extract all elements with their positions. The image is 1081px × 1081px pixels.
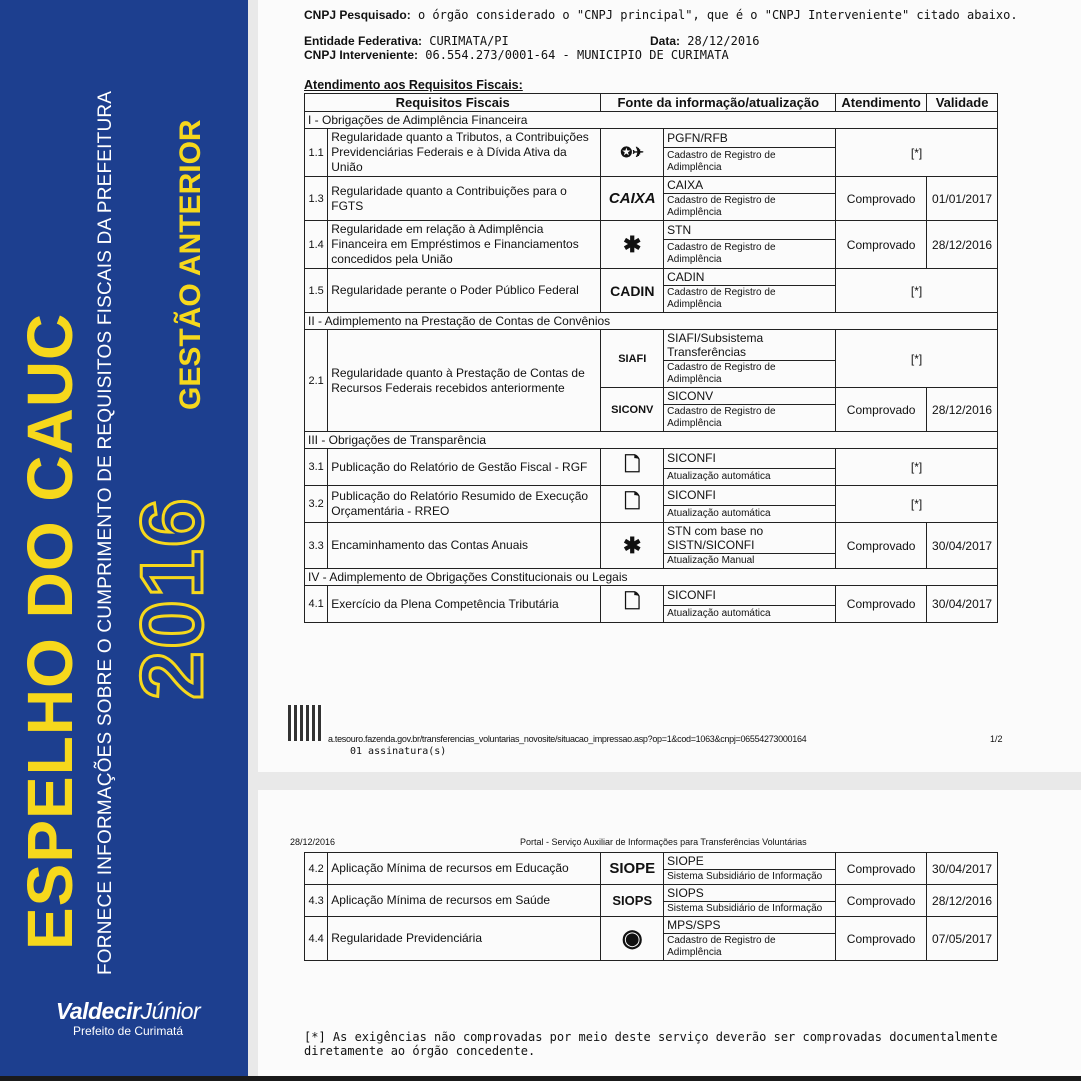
header-atendimento: Atendimento — [836, 94, 927, 112]
row-validade: 30/04/2017 — [927, 853, 998, 885]
author-last: Júnior — [140, 998, 201, 1024]
row-desc: Regularidade perante o Poder Público Federal — [328, 269, 601, 313]
row-source: PGFN/RFB — [664, 129, 836, 148]
row-validade: 07/05/2017 — [927, 917, 998, 961]
row-num: 2.1 — [305, 330, 328, 432]
cnpj-interveniente-value: 06.554.273/0001-64 - MUNICIPIO DE CURIMATA — [425, 48, 729, 62]
entidade-label: Entidade Federativa: — [304, 34, 423, 48]
siafi-logo-icon: SIAFI — [601, 330, 664, 388]
footer-signatures: 01 assinatura(s) — [350, 746, 447, 757]
row-source: SIOPS — [664, 885, 836, 902]
page2-date: 28/12/2016 — [290, 837, 336, 847]
requirements-table-continued — [304, 852, 998, 961]
row-atendimento: [*] — [836, 449, 998, 486]
row-desc: Regularidade quanto a Tributos, a Contribuições Previdenciárias Federais e à Dívida Ativa da União — [328, 129, 601, 177]
row-source-detail: Cadastro de Registro de Adimplência — [664, 239, 836, 268]
row-validade: 28/12/2016 — [927, 221, 998, 269]
row-atendimento: [*] — [836, 486, 998, 523]
table-row — [305, 486, 998, 506]
data-value: 28/12/2016 — [687, 34, 760, 48]
row-source-detail: Cadastro de Registro de Adimplência — [664, 934, 836, 961]
table-row — [305, 586, 998, 606]
row-atendimento: Comprovado — [836, 388, 927, 432]
banner-subtitle: FORNECE INFORMAÇÕES SOBRE O CUMPRIMENTO DE REQUISITOS FISCAIS DA PREFEITURA — [95, 90, 116, 975]
row-num: 1.5 — [305, 269, 328, 313]
table-row — [305, 177, 998, 194]
section-4: IV - Adimplemento de Obrigações Constitucionais ou Legais — [305, 569, 998, 586]
siope-logo-icon: SIOPE — [601, 853, 664, 885]
row-source-detail: Cadastro de Registro de Adimplência — [664, 147, 836, 176]
qr-code-icon — [288, 705, 324, 741]
row-source-detail: Atualização automática — [664, 505, 836, 522]
table-row — [305, 523, 998, 554]
header-fonte: Fonte da informação/atualização — [601, 94, 836, 112]
banner-year: 2016 — [122, 496, 221, 700]
table-row — [305, 129, 998, 148]
author-name — [28, 998, 228, 1025]
row-source: SICONFI — [664, 486, 836, 506]
row-atendimento: Comprovado — [836, 853, 927, 885]
mps-logo-icon: ◉ — [601, 917, 664, 961]
row-atendimento: Comprovado — [836, 221, 927, 269]
author-first: Valdecir — [55, 998, 141, 1024]
side-banner — [0, 0, 248, 1081]
footer-page: 1/2 — [990, 734, 1003, 744]
row-source: STN — [664, 221, 836, 240]
banner-title: ESPELHO DO CAUC — [14, 312, 86, 950]
row-desc: Aplicação Mínima de recursos em Saúde — [328, 885, 601, 917]
row-atendimento: [*] — [836, 269, 998, 313]
table-row — [305, 269, 998, 286]
row-source-detail: Atualização automática — [664, 468, 836, 485]
requirements-table — [304, 93, 998, 623]
row-num: 3.2 — [305, 486, 328, 523]
row-desc: Regularidade quanto à Prestação de Contas de Recursos Federais recebidos anteriormente — [328, 330, 601, 432]
cadin-logo-icon: CADIN — [601, 269, 664, 313]
header-validade: Validade — [927, 94, 998, 112]
row-atendimento: Comprovado — [836, 586, 927, 623]
section-2: II - Adimplemento na Prestação de Contas de Convênios — [305, 313, 998, 330]
row-validade: 30/04/2017 — [927, 586, 998, 623]
row-desc: Publicação do Relatório de Gestão Fiscal - RGF — [328, 449, 601, 486]
row-source-detail: Cadastro de Registro de Adimplência — [664, 286, 836, 313]
row-atendimento: [*] — [836, 330, 998, 388]
row-num: 3.3 — [305, 523, 328, 569]
data-line — [650, 34, 760, 48]
row-source-detail: Sistema Subsidiário de Informação — [664, 902, 836, 917]
row-source-detail: Atualização automática — [664, 605, 836, 622]
row-source: STN com base no SISTN/SICONFI — [664, 523, 836, 554]
table-row — [305, 917, 998, 934]
document-icon: 🗋 — [601, 586, 664, 623]
row-source-detail: Cadastro de Registro de Adimplência — [664, 361, 836, 388]
stn-logo-icon: ✱ — [601, 523, 664, 569]
row-source: SIAFI/Subsistema Transferências — [664, 330, 836, 361]
siconv-logo-icon: SICONV — [601, 388, 664, 432]
row-desc: Regularidade em relação à Adimplência Financeira em Empréstimos e Financiamentos concedidos pela União — [328, 221, 601, 269]
row-num: 4.3 — [305, 885, 328, 917]
pgfn-logo-icon: ✪✈ — [601, 129, 664, 177]
cnpj-pesquisado-label: CNPJ Pesquisado: — [304, 8, 411, 22]
table-row — [305, 885, 998, 902]
row-desc: Regularidade Previdenciária — [328, 917, 601, 961]
row-source: SICONV — [664, 388, 836, 405]
document-icon: 🗋 — [601, 449, 664, 486]
document-icon: 🗋 — [601, 486, 664, 523]
footnote: [*] As exigências não comprovadas por meio deste serviço deverão ser comprovadas documentalmente diretamente ao órgão concedente. — [304, 1030, 998, 1058]
stn-logo-icon: ✱ — [601, 221, 664, 269]
banner-gestao: GESTÃO ANTERIOR — [174, 119, 207, 410]
table-header-row — [305, 94, 998, 112]
row-atendimento: Comprovado — [836, 885, 927, 917]
table-row — [305, 853, 998, 870]
row-source-detail: Sistema Subsidiário de Informação — [664, 870, 836, 885]
row-num: 1.4 — [305, 221, 328, 269]
row-num: 1.3 — [305, 177, 328, 221]
cnpj-pesquisado-text: o órgão considerado o "CNPJ principal", que é o "CNPJ Interveniente" citado abaixo. — [417, 8, 1018, 22]
section-3: III - Obrigações de Transparência — [305, 432, 998, 449]
header-requisitos: Requisitos Fiscais — [305, 94, 601, 112]
row-num: 4.4 — [305, 917, 328, 961]
row-source: CAIXA — [664, 177, 836, 194]
row-desc: Regularidade quanto a Contribuições para o FGTS — [328, 177, 601, 221]
row-source: MPS/SPS — [664, 917, 836, 934]
caixa-logo-icon: CAIXA — [601, 177, 664, 221]
row-desc: Publicação do Relatório Resumido de Execução Orçamentária - RREO — [328, 486, 601, 523]
row-num: 4.2 — [305, 853, 328, 885]
row-atendimento: Comprovado — [836, 523, 927, 569]
row-validade: 28/12/2016 — [927, 388, 998, 432]
row-source: SICONFI — [664, 449, 836, 469]
document-page-1 — [258, 0, 1081, 772]
footer-url: a.tesouro.fazenda.gov.br/transferencias_voluntarias_novosite/situacao_impressao.asp?op=1&cod=1063&cnpj=06554273000164 — [328, 734, 807, 744]
row-source: SICONFI — [664, 586, 836, 606]
row-source-detail: Atualização Manual — [664, 554, 836, 569]
author-role: Prefeito de Curimatá — [72, 1024, 184, 1038]
table-row — [305, 449, 998, 469]
row-validade: 30/04/2017 — [927, 523, 998, 569]
cnpj-interveniente-line — [304, 48, 729, 62]
cnpj-pesquisado-line — [304, 8, 1018, 22]
row-validade: 01/01/2017 — [927, 177, 998, 221]
row-num: 1.1 — [305, 129, 328, 177]
row-desc: Encaminhamento das Contas Anuais — [328, 523, 601, 569]
table-row — [305, 330, 998, 361]
row-num: 3.1 — [305, 449, 328, 486]
entidade-line — [304, 34, 509, 48]
row-desc: Exercício da Plena Competência Tributária — [328, 586, 601, 623]
table-row — [305, 221, 998, 240]
siops-logo-icon: SIOPS — [601, 885, 664, 917]
row-source-detail: Cadastro de Registro de Adimplência — [664, 194, 836, 221]
entidade-value: CURIMATA/PI — [429, 34, 509, 48]
row-atendimento: [*] — [836, 129, 998, 177]
row-source: CADIN — [664, 269, 836, 286]
row-source: SIOPE — [664, 853, 836, 870]
row-num: 4.1 — [305, 586, 328, 623]
row-atendimento: Comprovado — [836, 917, 927, 961]
cnpj-interveniente-label: CNPJ Interveniente: — [304, 48, 419, 62]
bottom-bar — [0, 1076, 1081, 1081]
row-desc: Aplicação Mínima de recursos em Educação — [328, 853, 601, 885]
section-title: Atendimento aos Requisitos Fiscais: — [304, 78, 523, 92]
data-label: Data: — [650, 34, 681, 48]
page2-portal: Portal - Serviço Auxiliar de Informações para Transferências Voluntárias — [520, 837, 807, 847]
row-validade: 28/12/2016 — [927, 885, 998, 917]
row-atendimento: Comprovado — [836, 177, 927, 221]
section-1: I - Obrigações de Adimplência Financeira — [305, 112, 998, 129]
row-source-detail: Cadastro de Registro de Adimplência — [664, 405, 836, 432]
document-page-2 — [258, 790, 1081, 1076]
